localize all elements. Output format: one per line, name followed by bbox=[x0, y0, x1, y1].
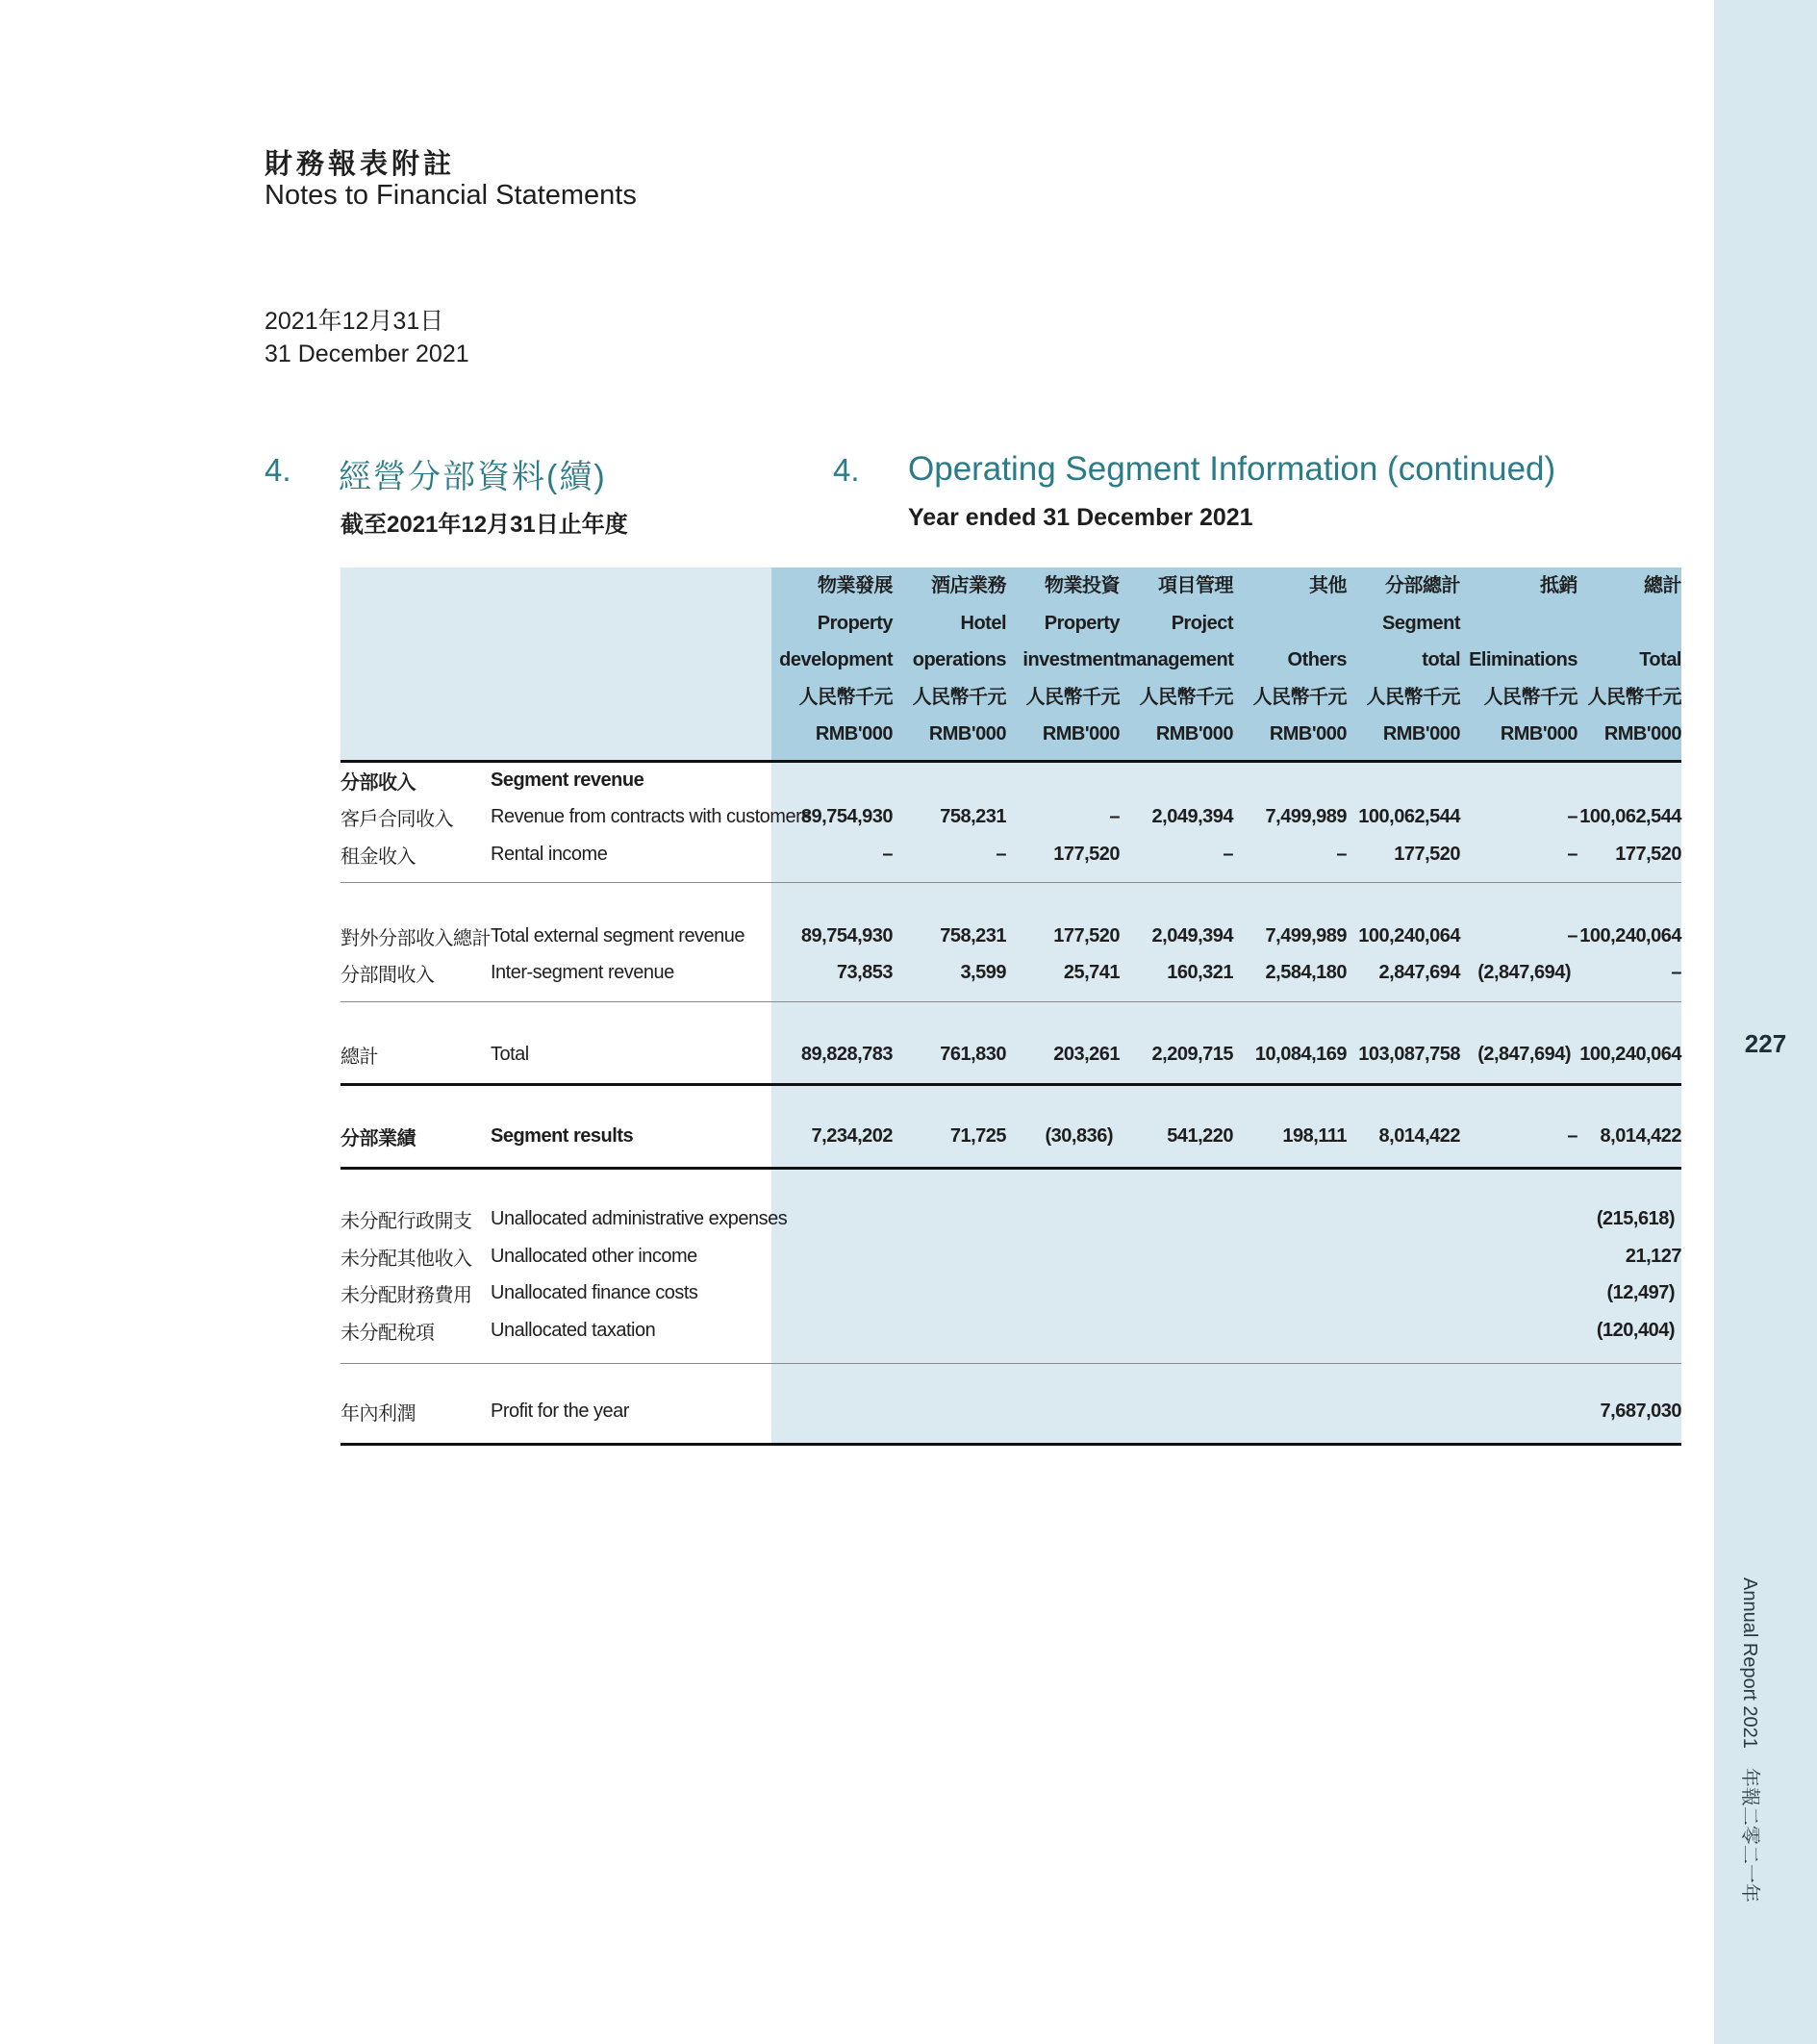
cell-value: 89,754,930 bbox=[800, 924, 893, 946]
cell-value: 103,087,758 bbox=[1358, 1043, 1460, 1065]
cell-value: 2,847,694 bbox=[1378, 962, 1460, 984]
cell-value: – bbox=[1567, 806, 1577, 828]
row-rental bbox=[341, 836, 1681, 873]
row-label-en: Revenue from contracts with customers bbox=[491, 806, 811, 828]
cell-value: – bbox=[996, 843, 1006, 865]
spacer bbox=[341, 1155, 1681, 1200]
row-profit bbox=[341, 1394, 1681, 1431]
cell-value: 198,111 bbox=[1282, 1125, 1347, 1148]
row-external bbox=[341, 918, 1681, 955]
cell-value: 2,584,180 bbox=[1265, 962, 1347, 984]
section-number-en: 4. bbox=[833, 452, 860, 488]
section-subtitle-zh: 截至2021年12月31日止年度 bbox=[341, 512, 628, 538]
cell-value: 758,231 bbox=[940, 806, 1006, 828]
cell-value: 100,240,064 bbox=[1579, 1043, 1681, 1065]
page-number: 227 bbox=[1744, 1029, 1787, 1058]
rule-profit bbox=[341, 1443, 1681, 1446]
row-label-en: Rental income bbox=[491, 843, 608, 865]
cell-value: 89,828,783 bbox=[800, 1043, 893, 1065]
row-label-en: Inter-segment revenue bbox=[491, 962, 674, 984]
cell-value: – bbox=[882, 843, 893, 865]
cell-value: 2,049,394 bbox=[1151, 924, 1233, 946]
row-label-zh: 年內利潤 bbox=[341, 1403, 416, 1426]
cell-value: (12,497) bbox=[1606, 1282, 1675, 1304]
segment-table-wrap bbox=[341, 568, 1681, 1446]
cell-value: 21,127 bbox=[1625, 1245, 1681, 1267]
header-title-zh: 財務報表附註 bbox=[265, 147, 456, 180]
date-zh: 2021年12月31日 bbox=[265, 308, 444, 335]
cell-value: 25,741 bbox=[1063, 962, 1120, 984]
cell-value: 2,209,715 bbox=[1151, 1043, 1233, 1065]
cell-value: – bbox=[1109, 806, 1120, 828]
cell-value: – bbox=[1223, 843, 1233, 865]
cell-value: (120,404) bbox=[1596, 1319, 1675, 1341]
row-label-zh: 未分配財務費用 bbox=[341, 1285, 472, 1307]
cell-value: 7,687,030 bbox=[1600, 1401, 1681, 1423]
cell-value: 100,062,544 bbox=[1579, 806, 1681, 828]
row-segment-revenue bbox=[341, 762, 1681, 799]
cell-value: (30,836) bbox=[1045, 1125, 1113, 1148]
row-unallocated-other-income bbox=[341, 1238, 1681, 1275]
row-label-en: Segment revenue bbox=[491, 769, 644, 791]
cell-value: 541,220 bbox=[1167, 1125, 1233, 1148]
row-unallocated-admin bbox=[341, 1200, 1681, 1238]
cell-value: 7,499,989 bbox=[1265, 924, 1347, 946]
cell-value: 73,853 bbox=[836, 962, 893, 984]
cell-value: 3,599 bbox=[960, 962, 1006, 984]
cell-value: 8,014,422 bbox=[1378, 1125, 1460, 1148]
cell-value: 761,830 bbox=[940, 1043, 1006, 1065]
header-row bbox=[341, 568, 1681, 762]
cell-value: 177,520 bbox=[1394, 843, 1460, 865]
col-header-segment-total: 分部總計 Segment total 人民幣千元 RMB'000 bbox=[1366, 575, 1460, 745]
cell-value: 100,240,064 bbox=[1579, 924, 1681, 946]
col-header-eliminations: 抵銷 Eliminations 人民幣千元 RMB'000 bbox=[1469, 575, 1577, 745]
cell-value: 100,240,064 bbox=[1358, 924, 1460, 946]
col-header-property-development: 物業發展 Property development 人民幣千元 RMB'000 bbox=[779, 575, 893, 745]
cell-value: 203,261 bbox=[1053, 1043, 1120, 1065]
col-header-others: 其他 Others 人民幣千元 RMB'000 bbox=[1252, 575, 1347, 745]
col-header-project-management: 項目管理 Project management 人民幣千元 RMB'000 bbox=[1120, 575, 1234, 745]
row-label-zh: 租金收入 bbox=[341, 845, 416, 868]
row-label-en: Profit for the year bbox=[491, 1401, 629, 1423]
cell-value: 177,520 bbox=[1615, 843, 1681, 865]
row-inter bbox=[341, 954, 1681, 992]
cell-value: – bbox=[1671, 962, 1681, 984]
row-label-zh: 未分配稅項 bbox=[341, 1322, 435, 1344]
col-header-total: 總計 Total 人民幣千元 RMB'000 bbox=[1587, 575, 1681, 745]
section-subtitle-en: Year ended 31 December 2021 bbox=[908, 504, 1253, 531]
cell-value: – bbox=[1567, 1125, 1577, 1148]
cell-value: 177,520 bbox=[1053, 924, 1120, 946]
cell-value: – bbox=[1336, 843, 1347, 865]
segment-table bbox=[341, 568, 1681, 1430]
cell-value: 758,231 bbox=[940, 924, 1006, 946]
row-label-zh: 未分配行政開支 bbox=[341, 1210, 472, 1232]
row-label-zh: 分部間收入 bbox=[341, 965, 435, 987]
cell-value: – bbox=[1567, 924, 1577, 946]
spacer bbox=[341, 992, 1681, 1036]
header-blank-en bbox=[491, 568, 771, 762]
cell-value: 177,520 bbox=[1053, 843, 1120, 865]
cell-value: 160,321 bbox=[1167, 962, 1233, 984]
cell-value: (2,847,694) bbox=[1477, 1043, 1571, 1065]
row-label-en: Total external segment revenue bbox=[491, 924, 745, 946]
row-total bbox=[341, 1036, 1681, 1073]
row-segment-results bbox=[341, 1119, 1681, 1156]
row-label-zh: 分部業績 bbox=[341, 1128, 416, 1150]
cell-value: 89,754,930 bbox=[800, 806, 893, 828]
section-number-zh: 4. bbox=[265, 452, 291, 488]
cell-value: (2,847,694) bbox=[1477, 962, 1571, 984]
row-label-en: Unallocated administrative expenses bbox=[491, 1207, 788, 1229]
cell-value: 7,234,202 bbox=[811, 1125, 893, 1148]
row-label-en: Unallocated other income bbox=[491, 1245, 697, 1267]
cell-value: 2,049,394 bbox=[1151, 806, 1233, 828]
spacer bbox=[341, 873, 1681, 918]
row-label-zh: 總計 bbox=[341, 1046, 378, 1068]
spacer bbox=[341, 1350, 1681, 1394]
header-blank-zh bbox=[341, 568, 491, 762]
cell-value: – bbox=[1567, 843, 1577, 865]
cell-value: 100,062,544 bbox=[1358, 806, 1460, 828]
row-unallocated-taxation bbox=[341, 1312, 1681, 1350]
row-label-en: Unallocated finance costs bbox=[491, 1282, 698, 1304]
section-title-en: Operating Segment Information (continued) bbox=[908, 450, 1556, 488]
row-label-zh: 分部收入 bbox=[341, 771, 416, 794]
row-label-en: Segment results bbox=[491, 1125, 634, 1148]
cell-value: (215,618) bbox=[1596, 1207, 1675, 1229]
cell-value: 8,014,422 bbox=[1600, 1125, 1681, 1148]
cell-value: 7,499,989 bbox=[1265, 806, 1347, 828]
row-label-zh: 客戶合同收入 bbox=[341, 809, 453, 831]
cell-value: 10,084,169 bbox=[1254, 1043, 1347, 1065]
row-label-en: Total bbox=[491, 1043, 529, 1065]
row-label-zh: 未分配其他收入 bbox=[341, 1248, 472, 1270]
row-label-zh: 對外分部收入總計 bbox=[341, 927, 491, 949]
cell-value: 71,725 bbox=[949, 1125, 1006, 1148]
date-en: 31 December 2021 bbox=[265, 341, 469, 367]
annual-report-label: Annual Report 2021 年報二零二一年 bbox=[1739, 1577, 1760, 1903]
row-contracts bbox=[341, 799, 1681, 837]
row-unallocated-finance bbox=[341, 1274, 1681, 1312]
col-header-property-investment: 物業投資 Property investment 人民幣千元 RMB'000 bbox=[1022, 575, 1120, 745]
col-header-hotel-operations: 酒店業務 Hotel operations 人民幣千元 RMB'000 bbox=[912, 575, 1006, 745]
row-label-en: Unallocated taxation bbox=[491, 1319, 656, 1341]
spacer bbox=[341, 1073, 1681, 1119]
header-title-en: Notes to Financial Statements bbox=[265, 180, 637, 211]
section-title-zh: 經營分部資料(續) bbox=[339, 459, 607, 495]
